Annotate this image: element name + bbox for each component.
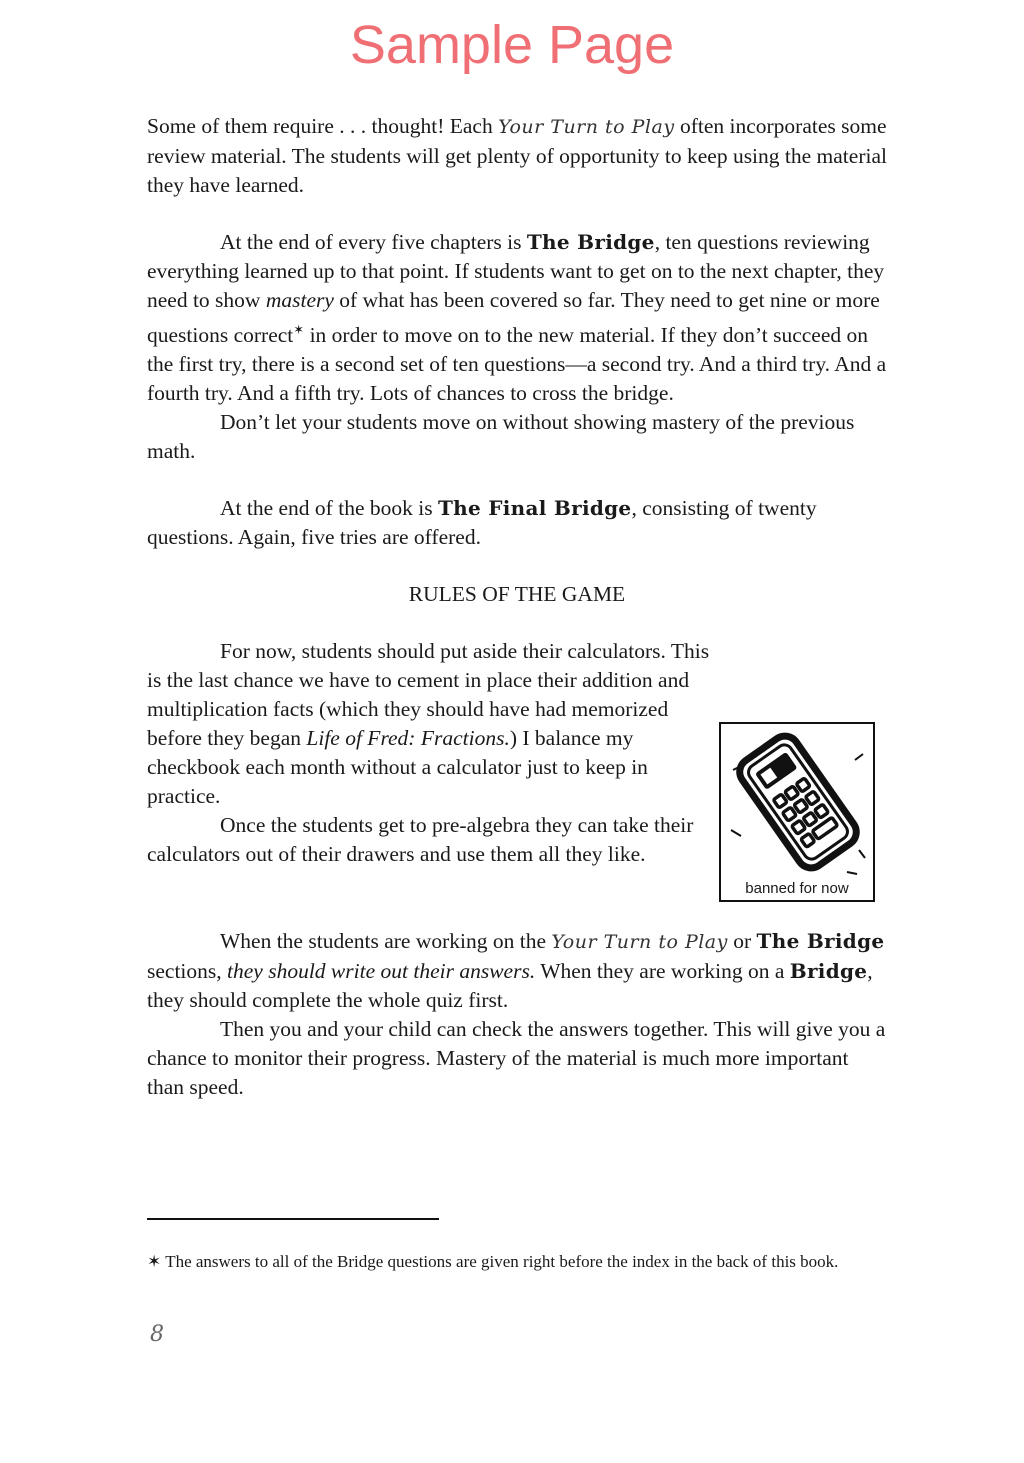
paragraph-pre-algebra: Once the students get to pre-algebra they can take their calculators out of their drawers and use them all they like. [147, 813, 694, 867]
paragraph-calculators: For now, students should put aside their calculators. This is the last chance we have to cement in place their addition and multiplication facts (which they should have had memorized before they began Life of Fred: Fractions.) I balance my checkbook each month without a calculator just to keep in practice. [147, 639, 710, 809]
paragraph-write-answers: When the students are working on the Your Turn to Play or The Bridge sections, they should write out their answers. When they are working on a Bridge, they should complete the whole quiz first. [147, 929, 885, 1013]
footnote-marker: ✶ [293, 322, 305, 337]
paragraph-check-answers: Then you and your child can check the answers together. This will give you a chance to monitor their progress. Mastery of the material is much more important than speed. [147, 1017, 886, 1100]
paragraph-bridge: At the end of every five chapters is The Bridge, ten questions reviewing everything learned up to that point. If students want to get on to the next chapter, they need to show mastery of what has been covered so far. They need to get nine or more questions correct✶ in order to move on to the new material. If they don’t succeed on the first try, there is a second set of ten questions—a second try. And a third try. And a fourth try. And a fifth try. Lots of chances to cross the bridge. [147, 230, 887, 406]
footnote-divider [147, 1218, 439, 1220]
page-number: 8 [150, 1322, 164, 1347]
paragraph-review: Some of them require . . . thought! Each Your Turn to Play often incorporates some review material. The students will get plenty of opportunity to keep using the material they have learned. [147, 114, 887, 197]
calculator-icon [727, 730, 869, 880]
footnote: ✶ The answers to all of the Bridge questions are given right before the index in the back of this book. [147, 1252, 839, 1271]
paragraph-mastery: Don’t let your students move on without showing mastery of the previous math. [147, 410, 855, 464]
your-turn-to-play-title: Your Turn to Play [498, 116, 675, 138]
paragraph-final-bridge: At the end of the book is The Final Bridge, consisting of twenty questions. Again, five tries are offered. [147, 496, 817, 550]
footnote-star: ✶ [147, 1252, 162, 1271]
main-text [147, 112, 887, 1102]
figure-caption: banned for now [745, 880, 849, 897]
final-bridge-title: The Final Bridge [437, 496, 632, 521]
the-bridge-title: The Bridge [526, 230, 655, 254]
sample-page-watermark: Sample Page [349, 15, 675, 75]
section-heading: RULES OF THE GAME [408, 582, 626, 607]
calculator-figure [719, 722, 875, 902]
